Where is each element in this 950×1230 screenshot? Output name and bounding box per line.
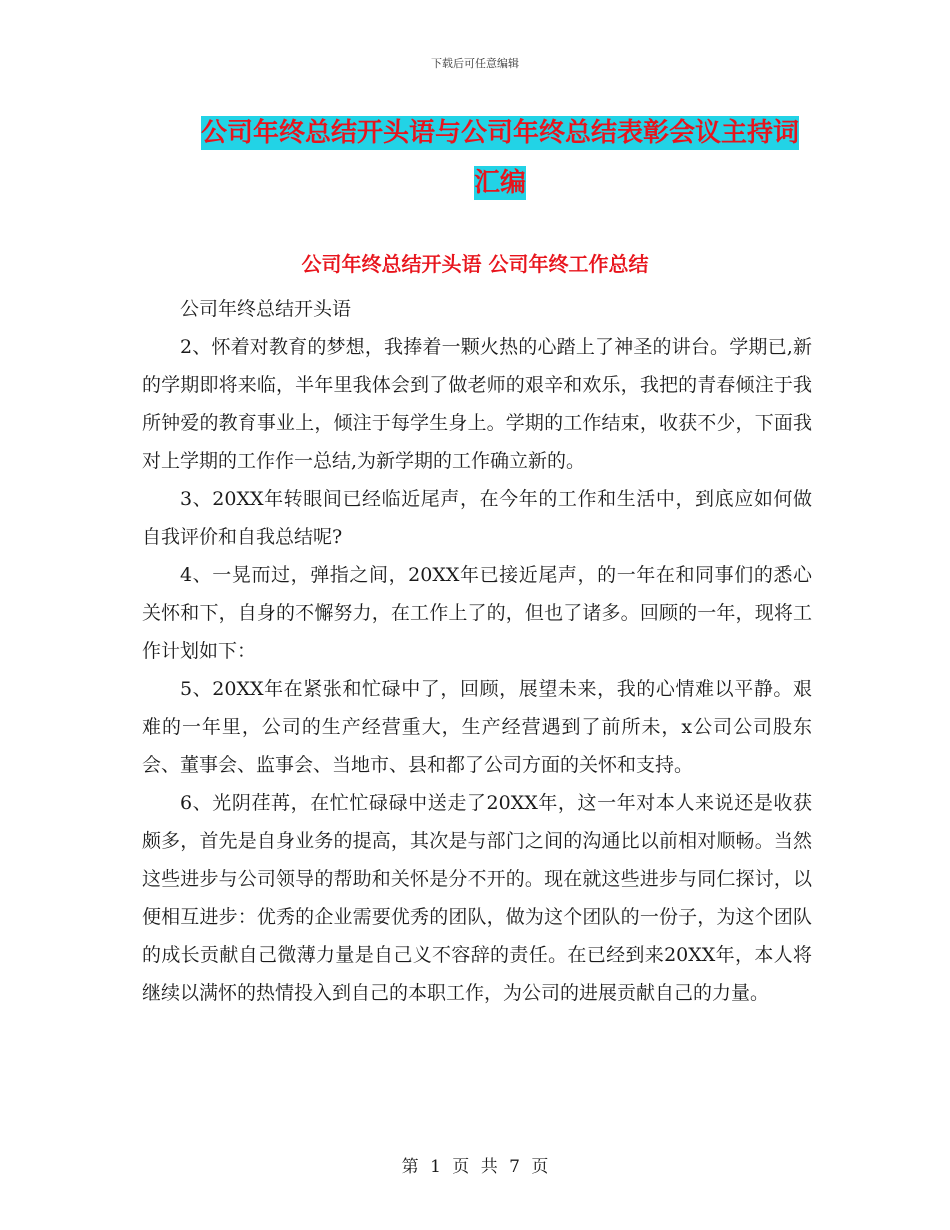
section-subtitle: 公司年终总结开头语 公司年终工作总结 — [301, 252, 649, 276]
paragraph-5: 5、20XX年在紧张和忙碌中了，回顾，展望未来，我的心情难以平静。艰难的一年里，公司的生产经营重大，生产经营遇到了前所未，x公司公司股东会、董事会、监事会、当地市、县和都了公司方面的关怀和支持。 — [142, 678, 812, 776]
paragraph-6: 6、光阴荏苒，在忙忙碌碌中送走了20XX年，这一年对本人来说还是收获颇多，首先是自身业务的提高，其次是与部门之间的沟通比以前相对顺畅。当然这些进步与公司领导的帮助和关怀是分不开的。现在就这些进步与同仁探讨，以便相互进步：优秀的企业需要优秀的团队，做为这个团队的一份子，为这个团队的成长贡献自己微薄力量是自己义不容辞的责任。在已经到来20XX年，本人将继续以满怀的热情投入到自己的本职工作，为公司的进展贡献自己的力量。 — [142, 792, 812, 1004]
paragraph-heading: 公司年终总结开头语 — [180, 298, 352, 320]
page-number-footer: 第 1 页 共 7 页 — [401, 1157, 549, 1177]
header-note: 下载后可任意编辑 — [431, 57, 519, 70]
body-text — [142, 290, 812, 1012]
paragraph-3: 3、20XX年转眼间已经临近尾声，在今年的工作和生活中，到底应如何做自我评价和自我总结呢? — [142, 488, 812, 548]
document-title-text: 公司年终总结开头语与公司年终总结表彰会议主持词汇编 — [200, 118, 799, 198]
paragraph-4: 4、一晃而过，弹指之间，20XX年已接近尾声，的一年在和同事们的悉心关怀和下，自身的不懈努力，在工作上了的，但也了诸多。回顾的一年，现将工作计划如下： — [142, 564, 812, 662]
document-title — [190, 108, 810, 208]
paragraph-2: 2、怀着对教育的梦想，我捧着一颗火热的心踏上了神圣的讲台。学期已,新的学期即将来临，半年里我体会到了做老师的艰辛和欢乐，我把的青春倾注于我所钟爱的教育事业上，倾注于每学生身上。学期的工作结束，收获不少，下面我对上学期的工作作一总结,为新学期的工作确立新的。 — [142, 336, 812, 472]
